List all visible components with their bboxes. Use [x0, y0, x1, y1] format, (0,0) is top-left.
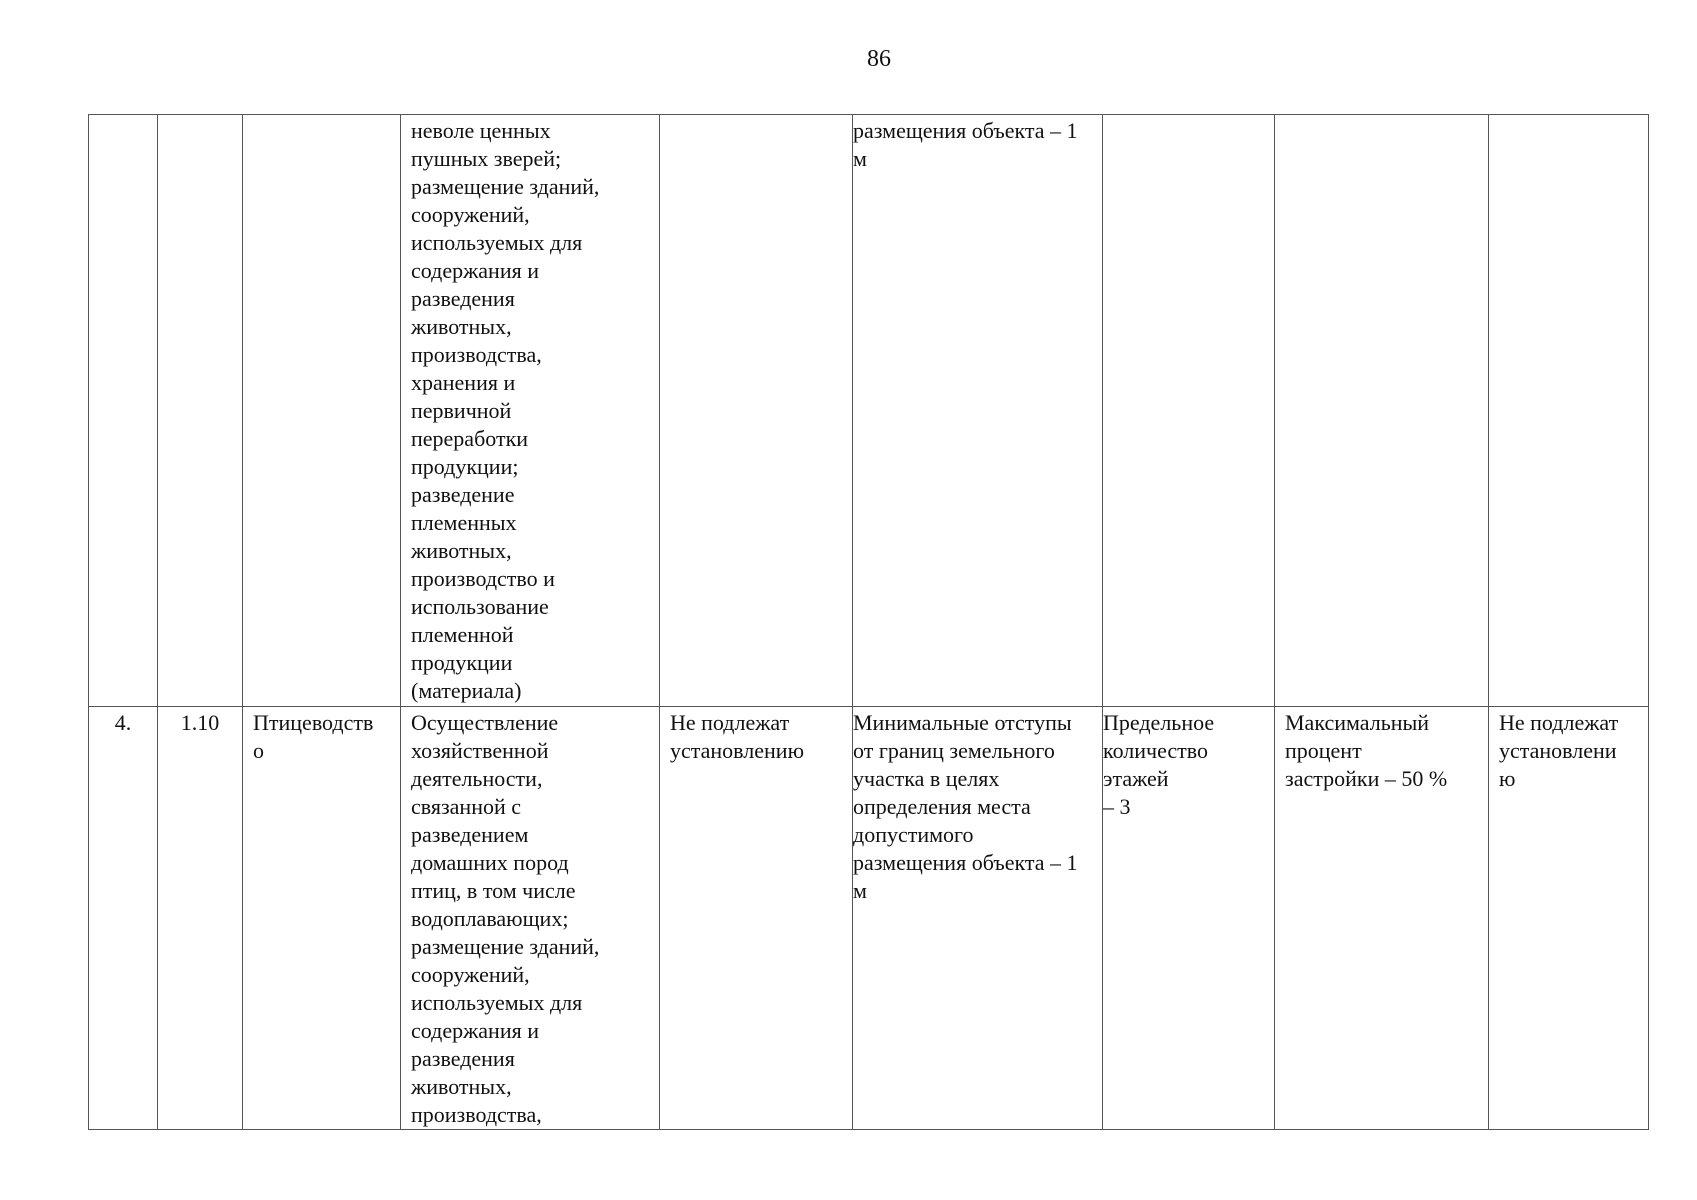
- description-line: разведения: [411, 286, 515, 311]
- description-cell: [401, 707, 660, 1130]
- table-row: [89, 115, 1649, 707]
- description-line: связанной с: [411, 794, 522, 819]
- description-line: сооружений,: [411, 962, 530, 987]
- description-line: хранения и: [411, 370, 516, 395]
- description-line: домашних пород: [411, 850, 569, 875]
- setbacks-line: размещения объекта – 1: [853, 850, 1078, 875]
- description-line: Осуществление: [411, 710, 559, 735]
- description-line: пушных зверей;: [411, 146, 562, 171]
- description-line: содержания и: [411, 258, 539, 283]
- other-params-cell: [1489, 115, 1649, 707]
- land-size-line: установлению: [670, 738, 805, 763]
- other-params-line: ю: [1499, 766, 1516, 791]
- use-name-cell: [243, 707, 401, 1130]
- description-line: продукции: [411, 650, 513, 675]
- description-line: продукции;: [411, 454, 519, 479]
- land-size-line: Не подлежат: [670, 710, 790, 735]
- setbacks-line: участка в целях: [853, 766, 1000, 791]
- description-line: водоплавающих;: [411, 906, 569, 931]
- regulations-table: [88, 114, 1649, 1130]
- description-line: переработки: [411, 426, 529, 451]
- use-name-line: о: [253, 738, 264, 763]
- coverage-line: застройки – 50 %: [1285, 766, 1448, 791]
- description-line: производства,: [411, 1102, 542, 1127]
- table-row: [89, 707, 1649, 1130]
- floors-line: Предельное: [1103, 710, 1215, 735]
- description-line: племенной: [411, 622, 514, 647]
- setbacks-line: допустимого: [853, 822, 974, 847]
- floors-line: – 3: [1103, 794, 1131, 819]
- description-line: использование: [411, 594, 549, 619]
- row-number-cell: 4.: [89, 707, 158, 1130]
- setbacks-line: м: [853, 146, 867, 171]
- setbacks-line: от границ земельного: [853, 738, 1055, 763]
- setbacks-line: Минимальные отступы: [853, 710, 1072, 735]
- description-line: разведение: [411, 482, 515, 507]
- setbacks-line: м: [853, 878, 867, 903]
- use-name-line: Птицеводств: [253, 710, 374, 735]
- floors-cell: [1103, 707, 1275, 1130]
- coverage-cell: [1275, 115, 1489, 707]
- description-line: содержания и: [411, 1018, 539, 1043]
- coverage-cell: [1275, 707, 1489, 1130]
- description-line: первичной: [411, 398, 512, 423]
- description-line: производства,: [411, 342, 542, 367]
- description-line: животных,: [411, 314, 512, 339]
- description-line: производство и: [411, 566, 555, 591]
- description-line: сооружений,: [411, 202, 530, 227]
- coverage-line: Максимальный: [1285, 710, 1430, 735]
- code-cell: 1.10: [158, 707, 243, 1130]
- row-number-cell: [89, 115, 158, 707]
- land-size-cell: [660, 707, 853, 1130]
- description-line: используемых для: [411, 230, 583, 255]
- description-line: разведения: [411, 1046, 515, 1071]
- page-number: 86: [867, 46, 891, 72]
- description-cell: [401, 115, 660, 707]
- other-params-line: Не подлежат: [1499, 710, 1619, 735]
- other-params-cell: [1489, 707, 1649, 1130]
- description-line: деятельности,: [411, 766, 543, 791]
- description-line: животных,: [411, 538, 512, 563]
- description-line: неволе ценных: [411, 118, 551, 143]
- description-line: (материала): [411, 678, 522, 703]
- description-line: птиц, в том числе: [411, 878, 576, 903]
- code-cell: [158, 115, 243, 707]
- other-params-line: установлени: [1499, 738, 1617, 763]
- floors-cell: [1103, 115, 1275, 707]
- description-line: животных,: [411, 1074, 512, 1099]
- setbacks-cell: [853, 707, 1103, 1130]
- description-line: племенных: [411, 510, 517, 535]
- floors-line: этажей: [1103, 766, 1169, 791]
- description-line: размещение зданий,: [411, 934, 600, 959]
- coverage-line: процент: [1285, 738, 1362, 763]
- description-line: разведением: [411, 822, 529, 847]
- description-line: размещение зданий,: [411, 174, 600, 199]
- use-name-cell: [243, 115, 401, 707]
- setbacks-line: размещения объекта – 1: [853, 118, 1078, 143]
- description-line: хозяйственной: [411, 738, 549, 763]
- setbacks-line: определения места: [853, 794, 1031, 819]
- floors-line: количество: [1103, 738, 1209, 763]
- setbacks-cell: [853, 115, 1103, 707]
- description-line: используемых для: [411, 990, 583, 1015]
- land-size-cell: [660, 115, 853, 707]
